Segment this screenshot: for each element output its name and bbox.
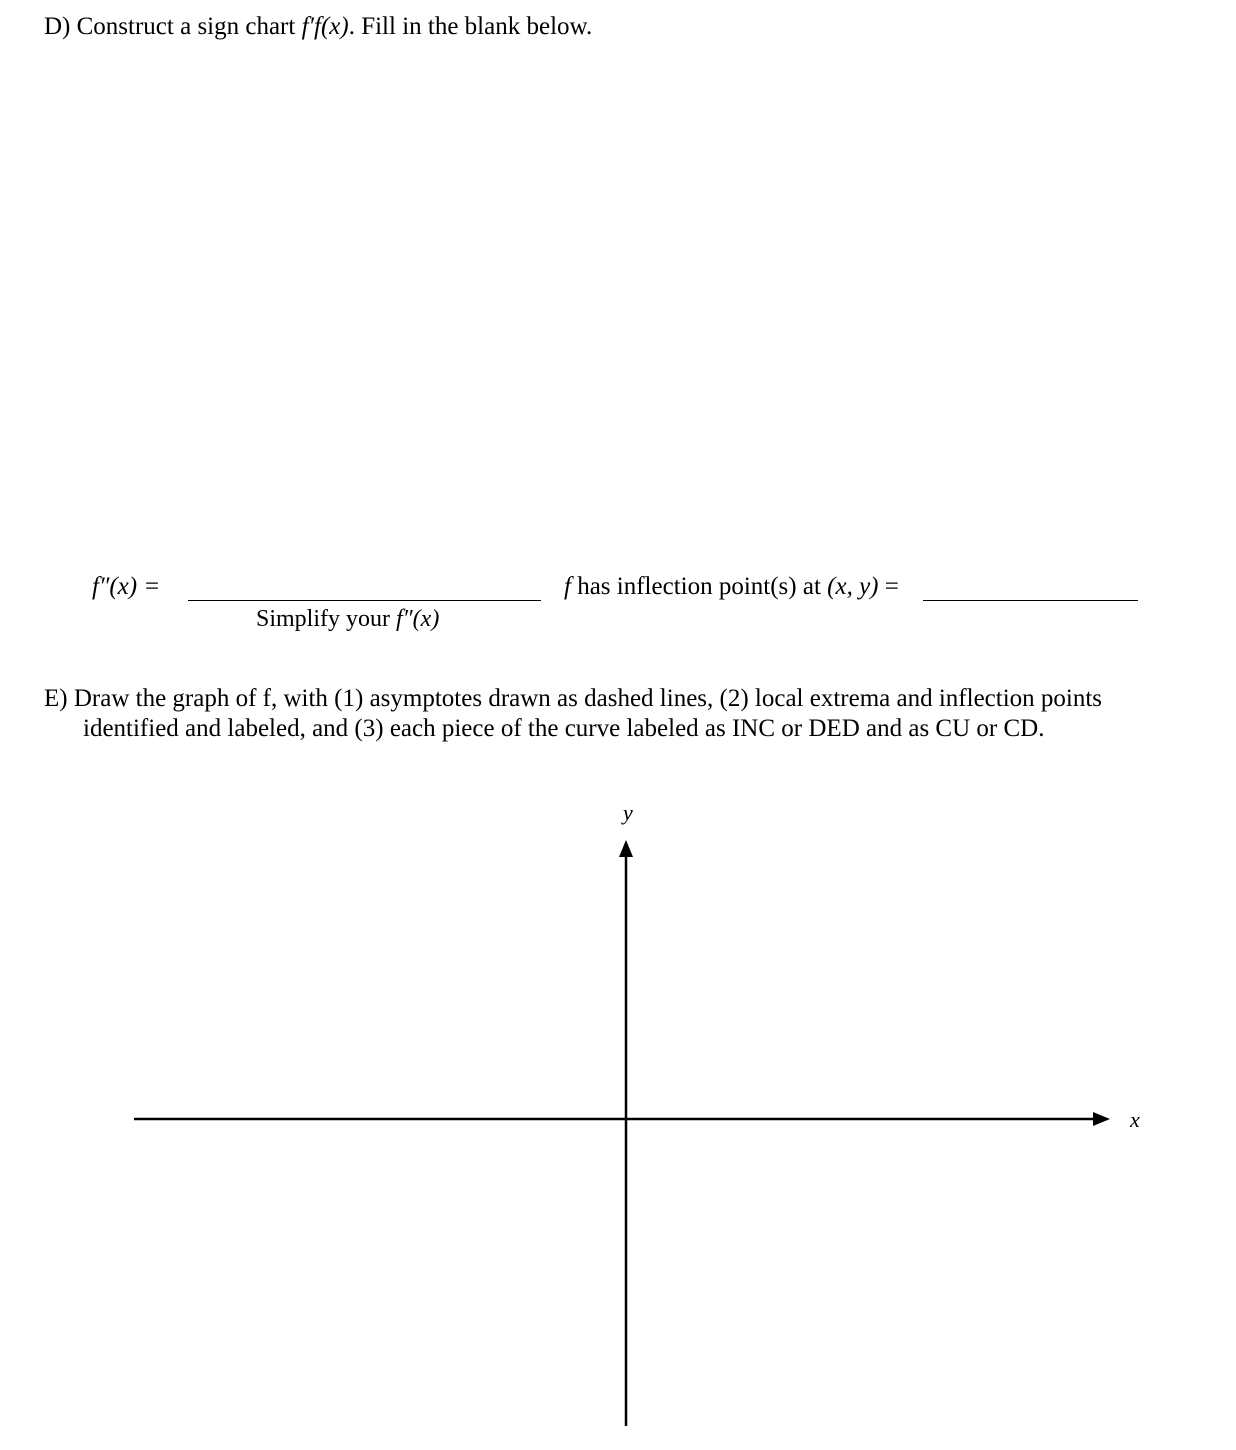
inflection-function: f bbox=[564, 573, 571, 600]
second-derivative-label: f″(x) = bbox=[92, 573, 161, 600]
section-d-function: f′f(x) bbox=[301, 13, 349, 40]
inflection-text: has inflection point(s) at bbox=[570, 573, 828, 600]
section-d-prefix: D) Construct a sign chart bbox=[44, 13, 302, 40]
x-axis-arrow-icon bbox=[1093, 1112, 1110, 1126]
inflection-coords: (x, y) bbox=[827, 573, 879, 600]
section-e-line-1: E) Draw the graph of f, with (1) asymptotes drawn as dashed lines, (2) local extrema and inflection points bbox=[44, 685, 1103, 712]
x-axis-label: x bbox=[1130, 1107, 1140, 1132]
simplify-caption-function: f″(x) bbox=[396, 606, 440, 632]
inflection-equals: = bbox=[878, 573, 899, 600]
section-d-suffix: . Fill in the blank below. bbox=[348, 13, 593, 40]
simplify-caption-text: Simplify your bbox=[256, 606, 397, 632]
section-e-line-2: identified and labeled, and (3) each piece of the curve labeled as INC or DED and as CU or CD. bbox=[83, 715, 1045, 742]
y-axis-label: y bbox=[623, 800, 633, 825]
y-axis-arrow-icon bbox=[619, 840, 633, 857]
